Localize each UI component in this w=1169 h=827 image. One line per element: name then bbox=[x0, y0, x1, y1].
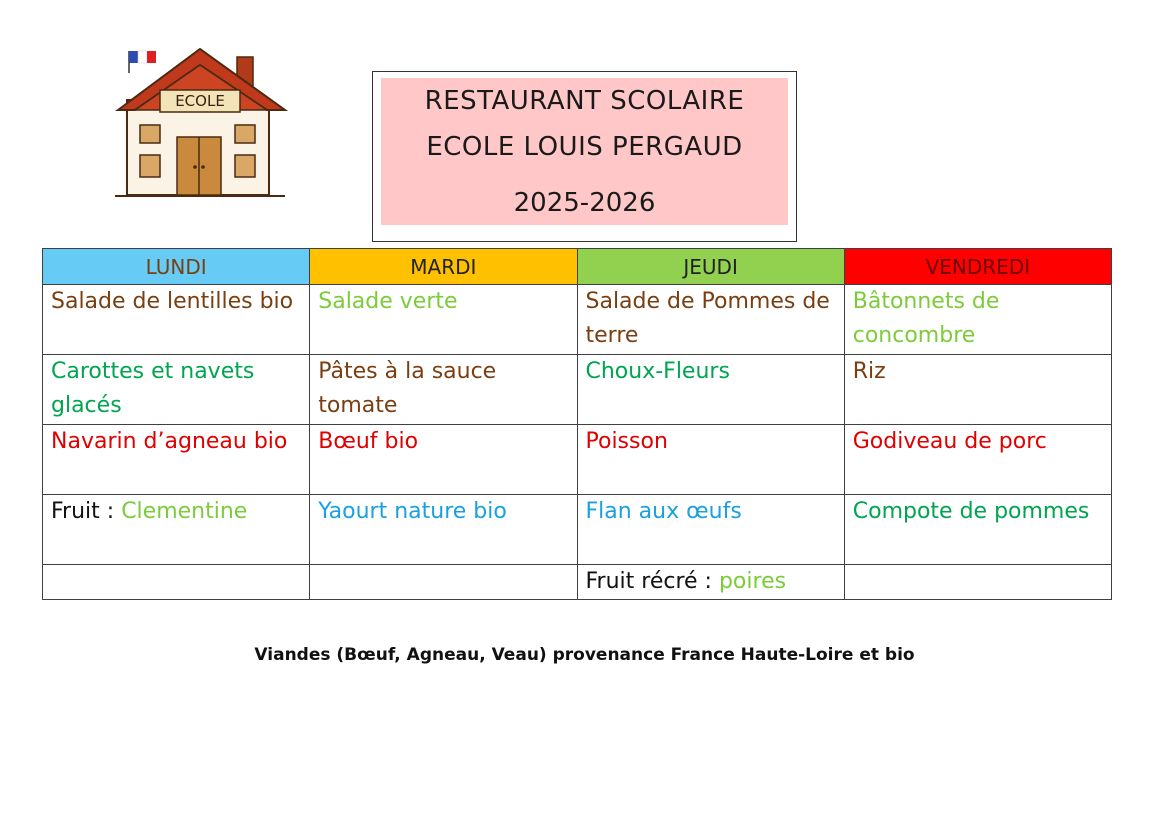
menu-cell-lundi bbox=[43, 425, 310, 495]
menu-cell-jeudi bbox=[577, 565, 844, 600]
dish-text: Pâtes à la sauce tomate bbox=[318, 359, 497, 418]
school-house-logo bbox=[115, 45, 290, 200]
menu-cell-jeudi bbox=[577, 495, 844, 565]
menu-cell-vendredi bbox=[844, 425, 1111, 495]
dish-text: Choux-Fleurs bbox=[585, 359, 730, 384]
table-row bbox=[43, 425, 1112, 495]
day-header-row bbox=[43, 249, 1112, 285]
day-header-mardi: MARDI bbox=[310, 249, 577, 285]
dish-text: Carottes et navets glacés bbox=[51, 359, 255, 418]
dish-text: Riz bbox=[852, 359, 886, 384]
dish-text: poires bbox=[718, 569, 787, 594]
dish-text: Poisson bbox=[585, 429, 668, 454]
dish-text: Salade de Pommes de terre bbox=[585, 289, 830, 348]
menu-cell-lundi bbox=[43, 495, 310, 565]
dish-text: Clementine bbox=[121, 499, 248, 524]
menu-cell-vendredi bbox=[844, 285, 1111, 355]
dish-text: Bœuf bio bbox=[318, 429, 419, 454]
dish-text: Godiveau de porc bbox=[852, 429, 1047, 454]
dish-text: Bâtonnets de concombre bbox=[852, 289, 1000, 348]
menu-cell-mardi bbox=[310, 355, 577, 425]
dish-text: Salade verte bbox=[318, 289, 458, 314]
menu-cell-mardi bbox=[310, 425, 577, 495]
menu-cell-lundi bbox=[43, 285, 310, 355]
menu-cell-mardi bbox=[310, 565, 577, 600]
menu-cell-jeudi bbox=[577, 425, 844, 495]
title-line-2: ECOLE LOUIS PERGAUD bbox=[426, 132, 743, 162]
meat-origin-note: Viandes (Bœuf, Agneau, Veau) provenance France Haute-Loire et bio bbox=[254, 645, 915, 665]
menu-cell-lundi bbox=[43, 355, 310, 425]
dish-text: Navarin d’agneau bio bbox=[51, 429, 288, 454]
dish-text: Flan aux œufs bbox=[585, 499, 742, 524]
dish-text: Salade de lentilles bio bbox=[51, 289, 294, 314]
weekly-menu-table bbox=[42, 248, 1112, 600]
menu-cell-mardi bbox=[310, 285, 577, 355]
day-header-jeudi: JEUDI bbox=[577, 249, 844, 285]
table-row bbox=[43, 355, 1112, 425]
table-row bbox=[43, 565, 1112, 600]
day-header-vendredi: VENDREDI bbox=[844, 249, 1111, 285]
dish-text: Compote de pommes bbox=[852, 499, 1090, 524]
table-row bbox=[43, 495, 1112, 565]
school-sign-text: ECOLE bbox=[175, 92, 225, 110]
menu-cell-vendredi bbox=[844, 495, 1111, 565]
menu-cell-mardi bbox=[310, 495, 577, 565]
day-header-lundi: LUNDI bbox=[43, 249, 310, 285]
title-box bbox=[372, 71, 797, 242]
title-banner bbox=[381, 78, 788, 225]
menu-cell-jeudi bbox=[577, 355, 844, 425]
menu-cell-jeudi bbox=[577, 285, 844, 355]
menu-cell-vendredi bbox=[844, 565, 1111, 600]
menu-cell-vendredi bbox=[844, 355, 1111, 425]
menu-cell-lundi bbox=[43, 565, 310, 600]
title-line-1: RESTAURANT SCOLAIRE bbox=[424, 86, 745, 116]
dish-text: Fruit : bbox=[51, 499, 122, 524]
table-row bbox=[43, 285, 1112, 355]
school-year: 2025-2026 bbox=[513, 188, 656, 218]
dish-text: Yaourt nature bio bbox=[318, 499, 507, 524]
dish-text: Fruit récré : bbox=[585, 569, 719, 594]
